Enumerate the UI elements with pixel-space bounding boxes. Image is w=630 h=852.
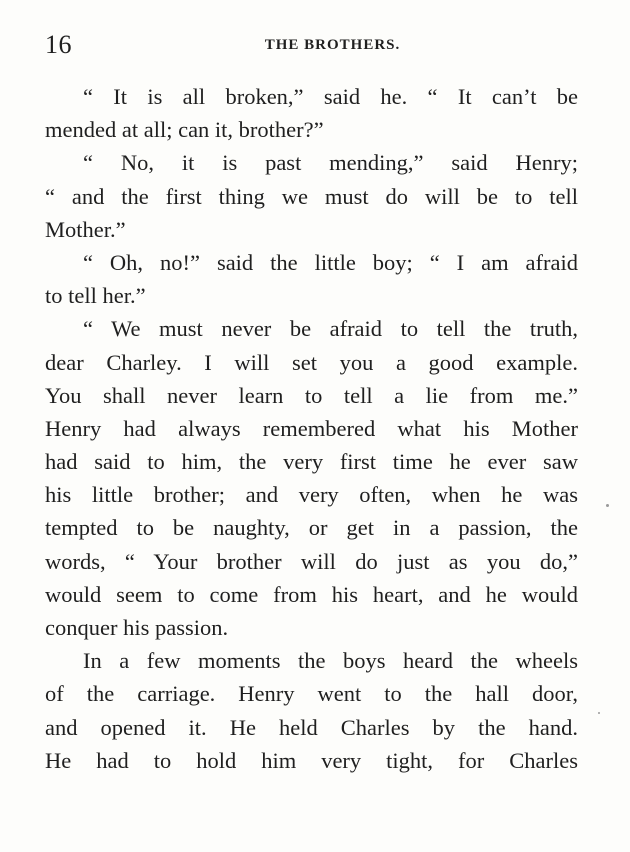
text-line: Mother.” [45,216,126,242]
text-line: “ and the first thing we must do will be to tell [45,183,578,209]
text-line: his little brother; and very often, when he was [45,482,578,508]
text-line: conquer his passion. [45,615,229,640]
page-number: 16 [45,30,72,59]
paper-speck [606,504,609,507]
text-line: mended at all; can it, brother?” [45,117,324,143]
text-line: would seem to come from his heart, and he would [45,581,578,607]
text-line: “ We must never be afraid to tell the truth, [83,316,578,342]
text-line: to tell her.” [45,283,146,309]
text-line: of the carriage. Henry went to the hall door, [45,681,578,707]
text-line: In a few moments the boys heard the wheels [83,648,578,674]
text-line: Henry had always remembered what his Mother [45,415,578,441]
text-line: had said to him, the very first time he ever saw [45,449,578,475]
text-line: dear Charley. I will set you a good example. [45,349,578,375]
text-line: “ It is all broken,” said he. “ It can’t be [83,84,578,109]
text-line: “ Oh, no!” said the little boy; “ I am afraid [83,249,578,275]
page-header [45,30,580,60]
paper-speck [598,712,600,714]
text-line: tempted to be naughty, or get in a passion, the [45,515,578,541]
text-line: and opened it. He held Charles by the hand. [45,714,578,740]
body-text [45,80,578,777]
running-title: THE BROTHERS. [264,37,401,53]
text-line: words, “ Your brother will do just as you do,” [45,548,578,574]
text-line: “ No, it is past mending,” said Henry; [83,150,578,176]
text-line: You shall never learn to tell a lie from me.” [45,382,578,408]
text-line: He had to hold him very tight, for Charles [45,747,578,773]
